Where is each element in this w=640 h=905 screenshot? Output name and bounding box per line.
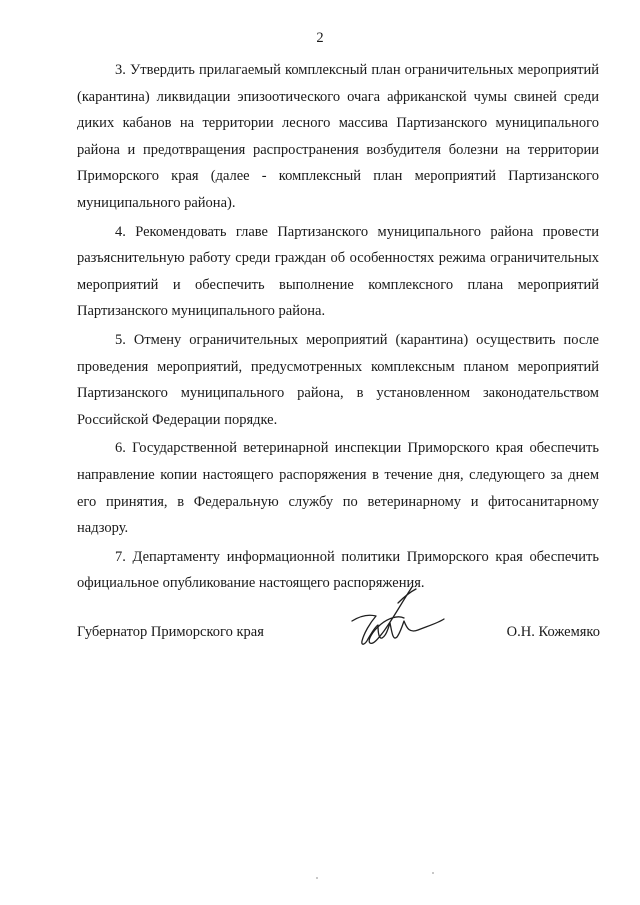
- scan-speck: [316, 877, 318, 879]
- paragraph-4: 4. Рекомендовать главе Партизанского муниципального района провести разъяснительную работу среди граждан об особенностях режима ограничительных мероприятий и обеспечить выполнение комплексного плана мероприятий Партизанского муниципального района.: [77, 223, 599, 320]
- document-body: [77, 57, 599, 599]
- paragraph-3: 3. Утвердить прилагаемый комплексный план ограничительных мероприятий (карантина) ликвидации эпизоотического очага африканской чумы свиней среди диких кабанов на территории лесного массива Партизанского муниципального района и предотвращения распространения возбудителя болезни на территории Приморского края (далее - комплексный план мероприятий Партизанского муниципального района).: [77, 62, 599, 211]
- paragraph-6: 6. Государственной ветеринарной инспекции Приморского края обеспечить направление копии настоящего распоряжения в течение дня, следующего за днем его принятия, в Федеральную службу по ветеринарному и фитосанитарному надзору.: [77, 440, 599, 537]
- paragraph-5: 5. Отмену ограничительных мероприятий (карантина) осуществить после проведения мероприятий, предусмотренных комплексным планом мероприятий Партизанского муниципального района, в установленном законодательством Российской Федерации порядке.: [77, 331, 599, 428]
- paragraph-7: 7. Департаменту информационной политики Приморского края обеспечить официальное опубликование настоящего распоряжения.: [77, 548, 599, 592]
- signatory-name: О.Н. Кожемяко: [506, 624, 600, 640]
- signature-block: [77, 624, 600, 646]
- handwritten-signature: [340, 583, 450, 653]
- page-number: 2: [316, 30, 324, 46]
- signatory-position: Губернатор Приморского края: [77, 624, 264, 640]
- scan-speck: [432, 872, 434, 874]
